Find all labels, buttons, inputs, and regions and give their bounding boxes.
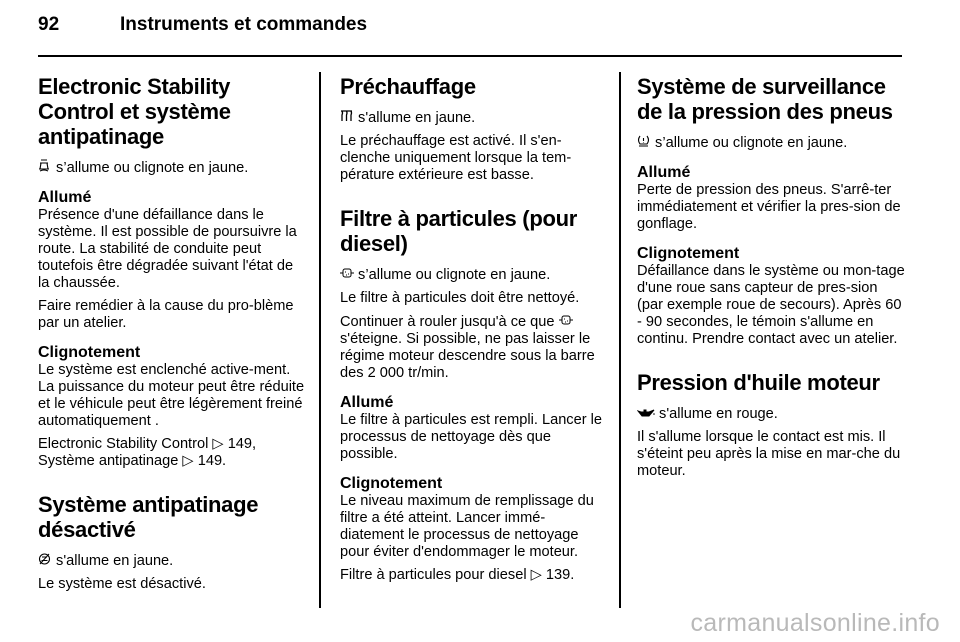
page-ref-149-a[interactable]: 149, [223, 436, 257, 452]
heading-allume: Allumé [637, 164, 691, 181]
page-ref-149-b[interactable]: 149. [193, 453, 227, 469]
page-ref-arrow-icon: ▷ [530, 567, 542, 583]
heading-clignotement: Clignotement [637, 245, 740, 262]
particulate-filter-icon [559, 313, 573, 330]
page-header [38, 14, 367, 36]
text-repair: Faire remédier à la cause du pro-blème par un atelier. [38, 298, 294, 331]
esc-icon [38, 159, 52, 176]
heading-allume: Allumé [38, 189, 92, 206]
heading-clignotement: Clignotement [340, 475, 443, 492]
header-rule [38, 55, 902, 57]
heading-filtre: Filtre à particules (pour diesel) [340, 206, 577, 256]
dpf-status: s’allume ou clignote en jaune. [340, 266, 608, 284]
heading-clignotement: Clignotement [38, 344, 141, 361]
watermark: carmanualsonline.info [690, 609, 940, 637]
text-prechauffage: Le préchauffage est activé. Il s'en-clenche uniquement lorsque la tem-pérature extérieure est basse. [340, 133, 572, 183]
text-allume: Présence d'une défaillance dans le système. Il est possible de poursuivre la route. La stabilité de conduite peut toutefois être dégradée suivant l'état de la chaussée. [38, 207, 297, 291]
oil-can-icon [637, 405, 655, 422]
column-1 [38, 74, 306, 599]
preheat-status: s'allume en jaune. [340, 109, 608, 127]
section-title: Instruments et commandes [120, 14, 368, 35]
heading-esc: Electronic Stability Control et système antipatinage [38, 74, 231, 149]
page-ref-arrow-icon: ▷ [212, 436, 224, 452]
tpms-status: s’allume ou clignote en jaune. [637, 134, 905, 152]
heading-pression-pneus: Système de surveillance de la pression des pneus [637, 74, 893, 124]
text-traction-off: Le système est désactivé. [38, 576, 206, 592]
page-ref-arrow-icon: ▷ [182, 453, 194, 469]
text-filtre-2: Continuer à rouler jusqu'à ce que s'éteigne. Si possible, ne pas laisser le régime moteur descendre sous la barre des 2 000 tr/min. [340, 314, 595, 381]
column-divider-1 [319, 72, 321, 608]
text-allume: Perte de pression des pneus. S'arrê-ter immédiatement et vérifier la pres-sion de gonflage. [637, 182, 901, 232]
heading-traction-off: Système antipatinage désactivé [38, 492, 259, 542]
column-2 [340, 74, 608, 590]
text-filtre-1: Le filtre à particules doit être nettoyé. [340, 290, 580, 306]
heading-prechauffage: Préchauffage [340, 74, 476, 99]
column-divider-2 [619, 72, 621, 608]
page-ref-139[interactable]: 139. [541, 567, 575, 583]
oil-status: s'allume en rouge. [637, 405, 905, 423]
column-3 [637, 74, 905, 486]
heading-allume: Allumé [340, 394, 394, 411]
tire-pressure-icon [637, 134, 651, 151]
text-clignotement: Le système est enclenché active-ment. La puissance du moteur peut être réduite et le véhicule peut être légèrement freiné automatiquement . [38, 362, 305, 429]
cross-reference: Filtre à particules pour diesel ▷ 139. [340, 567, 575, 583]
page-number: 92 [38, 14, 60, 35]
text-clignotement: Le niveau maximum de remplissage du filtre a été atteint. Lancer immé-diatement le processus de nettoyage pour éviter d'endommager le moteur. [340, 493, 594, 560]
cross-references: Electronic Stability Control ▷ 149, Système antipatinage ▷ 149. [38, 436, 257, 469]
text-huile: Il s'allume lorsque le contact est mis. Il s'éteint peu après la mise en mar-che du moteur. [637, 429, 901, 479]
text-clignotement: Défaillance dans le système ou mon-tage d'une roue sans capteur de pres-sion (par exemple roue de secours). Après 60 - 90 secondes, le témoin s'allume en continu. Prendre contact avec un atelier. [637, 263, 905, 347]
esc-status: s’allume ou clignote en jaune. [38, 159, 306, 177]
heading-huile: Pression d'huile moteur [637, 370, 880, 395]
glow-plug-icon [340, 109, 354, 126]
particulate-filter-icon [340, 266, 354, 283]
text-allume: Le filtre à particules est rempli. Lancer le processus de nettoyage dès que possible. [340, 412, 602, 462]
traction-off-status: s'allume en jaune. [38, 552, 306, 570]
traction-off-icon [38, 552, 52, 569]
